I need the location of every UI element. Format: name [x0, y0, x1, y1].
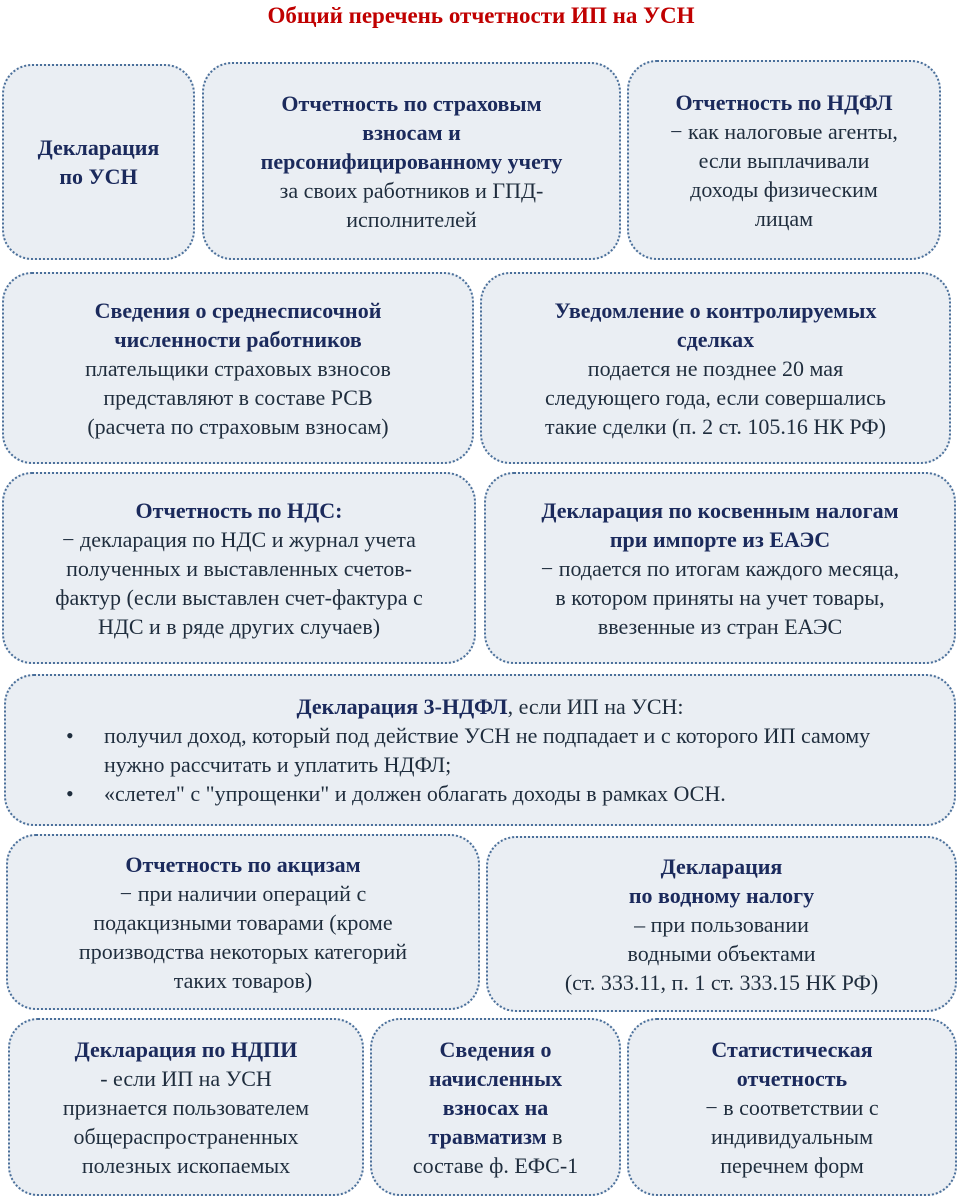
box-heading-line: Статистическая — [711, 1036, 873, 1062]
box-text-line: полученных и выставленных счетов- — [66, 555, 412, 581]
box-text-line: следующего года, если совершались — [545, 384, 886, 410]
page-title: Общий перечень отчетности ИП на УСН — [267, 3, 695, 28]
box-heading-line: Отчетность по страховым — [281, 90, 542, 116]
box-heading-line: по водному налогу — [628, 882, 815, 908]
box-heading-line: при импорте из ЕАЭС — [609, 526, 831, 552]
box-text-line: водными объектами — [627, 940, 816, 966]
box-headcount — [2, 272, 474, 464]
box-heading-line: сделках — [676, 326, 755, 352]
list-item: • получил доход, который под действие УСН не подпадает и с которого ИП самому нужно рассчитать и уплатить НДФЛ; — [66, 721, 914, 779]
box-text-line: фактур (если выставлен счет-фактура с — [55, 584, 423, 610]
box-text-line: такие сделки (п. 2 ст. 105.16 НК РФ) — [545, 413, 886, 439]
box-heading-line: численности работников — [114, 326, 362, 352]
box-text-line: перечнем форм — [720, 1152, 864, 1178]
box-heading-line: Отчетность по акцизам — [125, 851, 361, 877]
box-water-tax — [486, 836, 957, 1012]
box-insurance-reporting — [202, 62, 621, 260]
box-heading-line — [66, 692, 914, 721]
box-text-line: общераспространенных — [73, 1123, 299, 1149]
box-text-line: − при наличии операций с — [119, 880, 367, 906]
box-excise-reporting — [6, 834, 480, 1010]
box-text-line: представляют в составе РСВ — [103, 384, 373, 410]
box-injury-contributions — [370, 1018, 621, 1196]
box-text-line: составе ф. ЕФС-1 — [412, 1152, 579, 1178]
box-text-line: в котором приняты на учет товары, — [555, 584, 885, 610]
box-heading-line: Уведомление о контролируемых — [554, 297, 877, 323]
box-heading-line — [429, 1122, 563, 1151]
box-heading-line: Сведения о среднесписочной — [94, 297, 382, 323]
box-heading-line: Сведения о — [439, 1036, 552, 1062]
box-text-line: (расчета по страховым взносам) — [87, 413, 389, 439]
box-text-line: таких товаров) — [173, 967, 313, 993]
box-statistical-reporting — [627, 1018, 957, 1196]
box-text-line: − подается по итогам каждого месяца, — [540, 555, 900, 581]
box-usn-declaration — [2, 64, 195, 260]
box-ndfl-reporting — [627, 60, 941, 260]
box-heading-bold: Декларация 3-НДФЛ — [296, 694, 508, 719]
box-text-line: НДС и в ряде других случаев) — [97, 613, 381, 639]
box-heading-bold: травматизм — [428, 1123, 547, 1149]
box-text-line: ввезенные из стран ЕАЭС — [597, 613, 843, 639]
box-heading-line: Отчетность по НДС: — [135, 497, 343, 523]
box-vat-reporting — [2, 472, 476, 664]
box-text-line: производства некоторых категорий — [78, 938, 408, 964]
box-heading-line: Отчетность по НДФЛ — [675, 89, 893, 115]
box-text-line: доходы физическим — [690, 176, 878, 202]
box-text-line: полезных ископаемых — [81, 1152, 291, 1178]
box-heading-line: взносам и — [362, 119, 461, 145]
box-text-line: если выплачивали — [698, 147, 870, 173]
box-heading-tail: в — [546, 1123, 563, 1149]
list-item: • «слетел" с "упрощенки" и должен облагать доходы в рамках ОСН. — [66, 779, 914, 808]
box-text-line: − в соответствии с — [705, 1094, 879, 1120]
box-text-line: − как налоговые агенты, — [670, 118, 898, 144]
box-heading-line: Декларация по косвенным налогам — [541, 497, 899, 523]
box-3ndfl-declaration — [4, 674, 956, 826]
box-heading-line: отчетность — [736, 1065, 848, 1091]
box-text-line: (ст. 333.11, п. 1 ст. 333.15 НК РФ) — [564, 969, 879, 995]
box-heading-tail: , если ИП на УСН: — [507, 694, 684, 719]
box-text-line: за своих работников и ГПД- — [279, 177, 544, 203]
box-heading-line: Декларация — [660, 853, 783, 879]
box-heading-line: Декларация по НДПИ — [74, 1036, 298, 1062]
box-heading-line: взносах на — [442, 1094, 549, 1120]
box-text-line: исполнителей — [346, 206, 477, 232]
box-ndpi-declaration — [8, 1018, 364, 1196]
box-text-line: – при пользовании — [634, 911, 809, 937]
box-text-line: − декларация по НДС и журнал учета — [62, 526, 416, 552]
box-text-line: - если ИП на УСН — [100, 1065, 272, 1091]
box-heading-line: по УСН — [59, 164, 138, 189]
box-heading-line: персонифицированному учету — [260, 148, 563, 174]
box-controlled-transactions — [480, 272, 951, 464]
box-text-line: плательщики страховых взносов — [85, 355, 391, 381]
bullet-list — [66, 721, 914, 808]
box-text-line: подакцизными товарами (кроме — [93, 909, 393, 935]
box-heading-line: начисленных — [428, 1065, 563, 1091]
box-text-line: признается пользователем — [62, 1094, 310, 1120]
box-text-line: лицам — [754, 205, 814, 231]
box-heading-line: Декларация — [37, 135, 160, 160]
box-text-line: индивидуальным — [710, 1123, 874, 1149]
box-indirect-taxes — [484, 472, 956, 664]
box-text-line: подается не позднее 20 мая — [587, 355, 844, 381]
